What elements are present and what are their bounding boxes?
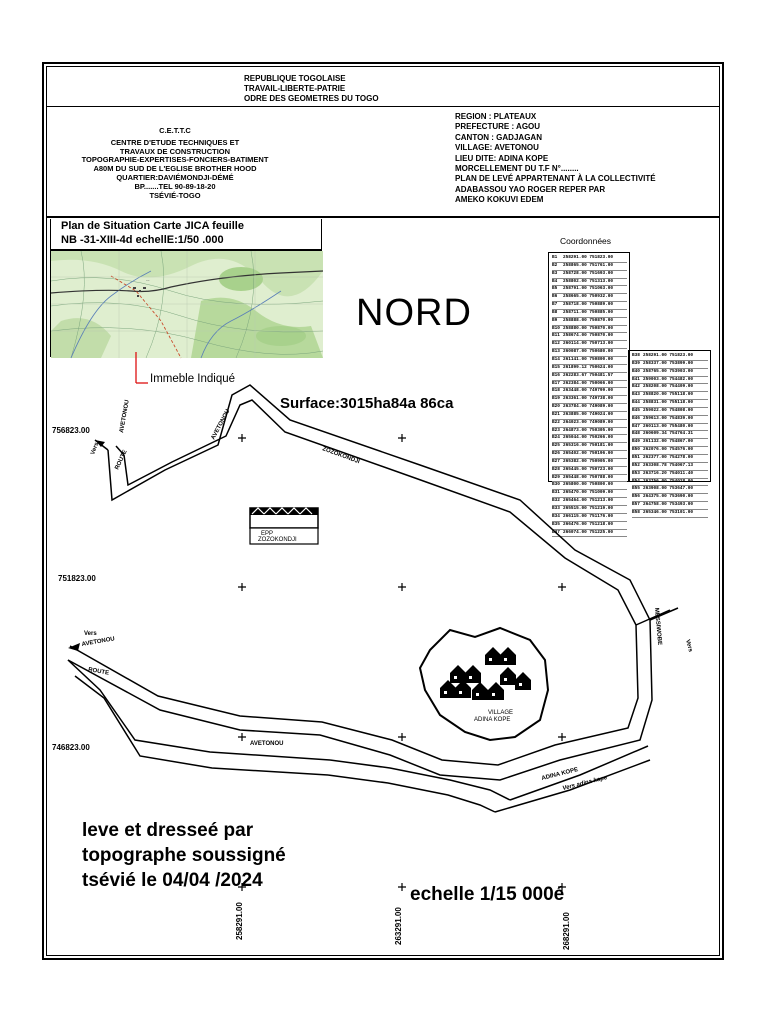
coordinate-value: 258791.00 751063.00 <box>563 286 614 292</box>
region-line: REGION : PLATEAUX <box>455 112 537 121</box>
coordinate-value: 258880.00 750870.00 <box>563 325 614 331</box>
coordinate-point: B2 <box>552 262 558 268</box>
coordinate-value: 258865.00 751761.00 <box>563 262 614 268</box>
coordinate-value: 258711.00 750885.00 <box>563 309 614 315</box>
road-label: ZOZOKONDJI <box>321 446 361 466</box>
road-label: ROUTE <box>114 449 129 471</box>
road-label: AVETONOU <box>81 636 116 648</box>
coordinate-value: 265402.00 750196.00 <box>563 451 614 457</box>
coordinate-value: 261899.12 750624.00 <box>563 364 614 370</box>
x-label: 268291.00 <box>562 912 571 950</box>
coordinate-point: B39 <box>632 360 640 366</box>
coordinate-value: 265445.00 750723.00 <box>563 466 614 472</box>
plan-line: AMEKO KOKUVI EDEM <box>455 195 544 205</box>
coordinate-point: B44 <box>632 400 640 406</box>
coordinate-value: 259003.00 754482.00 <box>643 376 694 382</box>
coordinate-point: B48 <box>632 431 640 437</box>
coordinate-value: 265515.00 751219.00 <box>563 506 614 511</box>
coordinate-point: B42 <box>632 384 640 390</box>
office-line: QUARTIER:DAVIÉMONDJI-DÉMÉ <box>116 172 234 182</box>
coordinate-value: 263361.00 749738.00 <box>563 396 614 402</box>
coordinate-value: 262384.00 750066.00 <box>563 380 614 386</box>
coordinate-point: B30 <box>552 482 560 488</box>
road-label: AVETONOU <box>210 408 232 441</box>
coordinate-point: B1 <box>552 255 558 260</box>
coordinate-value: 259613.00 754839.00 <box>643 415 694 421</box>
coordinate-point: B37 <box>552 529 560 535</box>
coordinate-value: 258665.00 750932.00 <box>563 294 614 300</box>
coordinate-value: 265316.00 750181.00 <box>563 443 614 449</box>
office-line: TSÉVIÉ-TOGO <box>149 190 201 200</box>
coordinate-point: B56 <box>632 494 640 500</box>
coordinate-value: 258888.00 750870.00 <box>563 317 614 323</box>
coordinate-point: B43 <box>632 392 640 398</box>
coordinate-point: B33 <box>552 506 560 511</box>
office-acronym: C.E.T.T.C <box>159 126 191 135</box>
coordinate-point: B19 <box>552 396 560 402</box>
signature-line: leve et dresseé par <box>82 820 254 841</box>
coordinate-value: 263784.00 749089.00 <box>563 404 614 410</box>
coordinate-value: 265464.00 751213.00 <box>563 498 614 504</box>
coordinate-value: 265382.00 750905.00 <box>563 458 614 464</box>
coordinate-value: 261141.00 750800.00 <box>563 356 614 362</box>
coordinate-value: 258765.00 753903.00 <box>643 368 694 374</box>
office-line: TRAVAUX DE CONSTRUCTION <box>119 146 231 156</box>
coordinate-point: B8 <box>552 309 558 315</box>
coordinate-value: 258208.00 754409.00 <box>643 384 694 390</box>
coordinate-value: 266074.00 751225.00 <box>563 529 614 535</box>
road-label: AVETONOU <box>119 399 131 434</box>
road-label: AVETONOU <box>250 741 284 747</box>
coordinate-value: 262076.00 754576.00 <box>643 447 694 453</box>
coordinate-value: 266115.00 751176.00 <box>563 513 614 519</box>
coordinate-point: B24 <box>552 435 560 441</box>
lieu-dite-line: LIEU DITE: ADINA KOPE <box>455 153 549 163</box>
village-label: ADINA KOPE <box>474 717 511 723</box>
coordinate-value: 262377.00 754278.00 <box>643 454 694 460</box>
office-line: A80M DU SUD DE L'EGLISE BROTHER HOOD <box>93 164 257 174</box>
road-label: ROUTE <box>87 667 110 677</box>
coordinate-point: B35 <box>552 521 560 527</box>
coordinate-value: 258831.00 755118.00 <box>643 400 694 406</box>
coordinate-point: B15 <box>552 364 560 370</box>
coordinate-point: B54 <box>632 478 640 484</box>
coordinate-value: 264873.00 750305.00 <box>563 427 614 433</box>
coordinate-value: 258718.00 750889.00 <box>563 302 614 308</box>
y-label: 746823.00 <box>52 743 90 752</box>
coordinate-point: B4 <box>552 278 558 284</box>
coordinate-value: 263716.20 754011.40 <box>643 470 694 476</box>
coordinate-point: B52 <box>632 462 640 468</box>
y-label: 756823.00 <box>52 426 90 435</box>
coordinate-point: B40 <box>632 368 640 374</box>
coordinate-point: B7 <box>552 302 558 308</box>
coordinate-point: B26 <box>552 451 560 457</box>
coordinate-value: 258820.00 755118.00 <box>643 392 694 398</box>
coordinate-value: 264375.00 753690.00 <box>643 494 694 500</box>
coordinate-value: 263448.00 749799.00 <box>563 388 614 394</box>
coordinate-point: B41 <box>632 376 640 382</box>
coordinate-value: 265044.00 750266.00 <box>563 435 614 441</box>
coordinate-value: 259022.00 754808.00 <box>643 407 694 413</box>
road-label: Vers <box>84 631 97 637</box>
coordinate-value: 265470.00 751009.00 <box>563 490 614 496</box>
village-label: VILLAGE <box>488 710 514 716</box>
coordinates-title: Coordonnées <box>560 236 612 246</box>
coordinate-value: 260087.00 750680.00 <box>563 349 614 355</box>
coordinate-point: B10 <box>552 325 560 331</box>
morcellement-line: MORCELLEMENT DU T.F N°........ <box>455 164 579 174</box>
plan-line: PLAN DE LEVÉ APPARTENANT À LA COLLECTIVITÉ <box>455 174 656 184</box>
coordinate-point: B45 <box>632 407 640 413</box>
coordinate-point: B5 <box>552 286 558 292</box>
coordinate-point: B16 <box>552 372 560 378</box>
pointer-label: Immeble Indiqué <box>150 373 236 385</box>
coordinate-value: 265800.00 750800.00 <box>563 482 614 488</box>
coordinate-point: B29 <box>552 474 560 480</box>
plan-line: ADABASSOU YAO ROGER REPER PAR <box>455 184 606 194</box>
coordinate-value: 258728.00 751693.00 <box>563 270 614 276</box>
coordinate-value: 260114.00 750713.00 <box>563 341 614 347</box>
x-label: 258291.00 <box>235 902 244 940</box>
x-label: 263291.00 <box>394 907 403 945</box>
coordinate-value: 263908.00 753647.00 <box>643 486 694 492</box>
road-label: MESSIWOBE <box>653 607 663 646</box>
school-label: ZOZOKONDJI <box>258 537 297 543</box>
coordinate-point: B3 <box>552 270 558 276</box>
road-label: ADINA KOPE <box>541 767 579 782</box>
coordinate-value: 258674.00 750870.00 <box>563 333 614 339</box>
village-line: VILLAGE: AVETONOU <box>455 143 539 153</box>
y-label: 751823.00 <box>58 574 96 583</box>
coordinate-value: 264023.00 749089.00 <box>563 419 614 425</box>
road-label: Vers adina kope <box>562 775 608 792</box>
coordinate-value: 263308.78 754067.13 <box>643 462 694 468</box>
signature-line: topographe soussigné <box>82 845 286 866</box>
coordinate-value: 258802.00 751313.00 <box>563 278 614 284</box>
coordinate-point: B17 <box>552 380 560 386</box>
coordinate-point: B49 <box>632 439 640 445</box>
coordinate-point: B18 <box>552 388 560 394</box>
surface-label: Surface:3015ha84a 86ca <box>280 395 454 412</box>
office-line: TOPOGRAPHIE-EXPERTISES-FONCIERS-BATIMENT <box>81 155 269 165</box>
coordinate-point: B50 <box>632 447 640 453</box>
road-label: Vers <box>90 441 101 456</box>
coordinate-value: 262283.67 750481.57 <box>563 372 614 378</box>
coordinate-point: B12 <box>552 341 560 347</box>
coordinate-point: B55 <box>632 486 640 492</box>
coordinate-point: B23 <box>552 427 560 433</box>
coordinate-point: B9 <box>552 317 558 323</box>
coordinate-value: 265346.00 753101.00 <box>643 509 694 515</box>
coordinate-value: 264758.00 753493.00 <box>643 502 694 508</box>
situation-title-line: NB -31-XIII-4d echellE:1/50 .000 <box>61 234 224 246</box>
prefecture-line: PREFECTURE : AGOU <box>455 122 541 132</box>
coordinate-point: B53 <box>632 470 640 476</box>
coordinate-point: B6 <box>552 294 558 300</box>
coordinate-value: 265448.00 750788.00 <box>563 474 614 480</box>
coordinate-point: B31 <box>552 490 560 496</box>
svg-text:~~: ~~ <box>146 278 150 282</box>
coordinate-point: B27 <box>552 458 560 464</box>
motto-line: TRAVAIL-LIBERTE-PATRIE <box>244 84 346 93</box>
coordinate-value: 263756.00 754028.00 <box>643 478 694 484</box>
canton-line: CANTON : GADJAGAN <box>455 132 542 142</box>
coordinate-point: B11 <box>552 333 560 339</box>
coordinate-value: 261132.00 754867.00 <box>643 439 694 445</box>
coordinate-point: B28 <box>552 466 560 472</box>
coordinate-point: B20 <box>552 404 560 410</box>
coordinate-point: B58 <box>632 509 640 515</box>
coordinate-point: B25 <box>552 443 560 449</box>
coordinate-point: B47 <box>632 423 640 429</box>
coordinate-point: B21 <box>552 411 560 417</box>
republic-line: REPUBLIQUE TOGOLAISE <box>244 74 346 83</box>
coordinate-point: B13 <box>552 349 560 355</box>
coordinate-value: 258291.00 751823.00 <box>643 353 694 358</box>
coordinate-value: 258291.00 751823.00 <box>563 255 614 260</box>
coordinate-value: 260113.00 755480.00 <box>643 423 694 429</box>
office-line: CENTRE D'ETUDE TECHNIQUES ET <box>110 137 240 147</box>
signature-line: tsévié le 04/04 /2024 <box>82 870 263 891</box>
coordinate-value: 258337.00 753899.00 <box>643 360 694 366</box>
scale-label: echelle 1/15 000é <box>410 884 565 905</box>
coordinate-point: B51 <box>632 454 640 460</box>
coordinate-point: B32 <box>552 498 560 504</box>
office-line: BP.......TEL 90-89-18-20 <box>134 181 216 191</box>
coordinate-point: B34 <box>552 513 560 519</box>
north-label: NORD <box>356 292 472 334</box>
coordinate-point: B14 <box>552 356 560 362</box>
coordinate-point: B22 <box>552 419 560 425</box>
coordinate-point: B46 <box>632 415 640 421</box>
road-label: Vers <box>684 638 694 653</box>
coordinate-point: B38 <box>632 353 640 358</box>
coordinate-value: 260609.34 754764.31 <box>643 431 694 437</box>
coordinate-point: B57 <box>632 502 640 508</box>
coordinate-value: 266476.00 751218.00 <box>563 521 614 527</box>
order-line: ODRE DES GEOMETRES DU TOGO <box>244 94 379 103</box>
signature-block <box>82 818 286 893</box>
coordinate-value: 263885.00 749024.00 <box>563 411 614 417</box>
school-label: EPP <box>261 531 274 537</box>
situation-title-line: Plan de Situation Carte JICA feuille <box>61 220 244 232</box>
